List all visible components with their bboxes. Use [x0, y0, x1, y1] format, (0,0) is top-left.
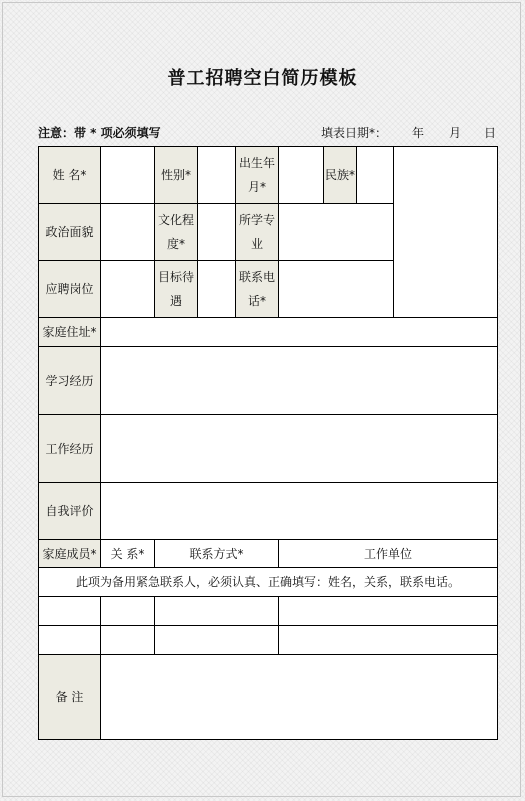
name-label: 姓 名* [39, 147, 101, 204]
work-field[interactable] [101, 415, 498, 483]
phone-field[interactable] [279, 261, 394, 318]
remarks-label: 备 注 [39, 655, 101, 740]
gender-label: 性别* [155, 147, 198, 204]
family-member-relation-2[interactable] [101, 626, 155, 655]
document-title: 普工招聘空白简历模板 [167, 68, 358, 89]
ethnicity-field[interactable] [357, 147, 394, 204]
family-member-employer-2[interactable] [279, 626, 498, 655]
expected-pay-label: 目标待遇 [155, 261, 198, 318]
position-field[interactable] [101, 261, 155, 318]
study-label: 学习经历 [39, 347, 101, 415]
fill-date-year: 年 [412, 126, 425, 140]
address-label: 家庭住址* [39, 318, 101, 347]
self-eval-field[interactable] [101, 483, 498, 540]
education-label: 文化程度* [155, 204, 198, 261]
remarks-field[interactable] [101, 655, 498, 740]
fill-date-month: 月 [449, 126, 462, 140]
self-eval-label: 自我评价 [39, 483, 101, 540]
birth-field[interactable] [279, 147, 324, 204]
family-label: 家庭成员* [39, 540, 101, 568]
resume-form-table [38, 146, 498, 740]
required-notice: 注意：带 * 项必须填写 [38, 126, 161, 140]
photo-area[interactable] [394, 147, 498, 318]
contact-label: 联系方式* [155, 540, 279, 568]
family-member-employer-1[interactable] [279, 597, 498, 626]
politics-label: 政治面貌 [39, 204, 101, 261]
family-member-relation-1[interactable] [101, 597, 155, 626]
education-field[interactable] [198, 204, 236, 261]
major-label: 所学专业 [236, 204, 279, 261]
family-member-contact-2[interactable] [155, 626, 279, 655]
ethnicity-label: 民族* [324, 147, 357, 204]
gender-field[interactable] [198, 147, 236, 204]
work-label: 工作经历 [39, 415, 101, 483]
family-note: 此项为备用紧急联系人，必须认真、正确填写：姓名，关系，联系电话。 [39, 568, 498, 597]
expected-pay-field[interactable] [198, 261, 236, 318]
relation-label: 关 系* [101, 540, 155, 568]
politics-field[interactable] [101, 204, 155, 261]
birth-label: 出生年月* [236, 147, 279, 204]
employer-label: 工作单位 [279, 540, 498, 568]
major-field[interactable] [279, 204, 394, 261]
family-member-name-1[interactable] [39, 597, 101, 626]
phone-label: 联系电话* [236, 261, 279, 318]
fill-date-label: 填表日期*： [321, 126, 388, 140]
address-field[interactable] [101, 318, 498, 347]
study-field[interactable] [101, 347, 498, 415]
family-member-contact-1[interactable] [155, 597, 279, 626]
name-field[interactable] [101, 147, 155, 204]
position-label: 应聘岗位 [39, 261, 101, 318]
fill-date-day: 日 [484, 126, 497, 140]
family-member-name-2[interactable] [39, 626, 101, 655]
